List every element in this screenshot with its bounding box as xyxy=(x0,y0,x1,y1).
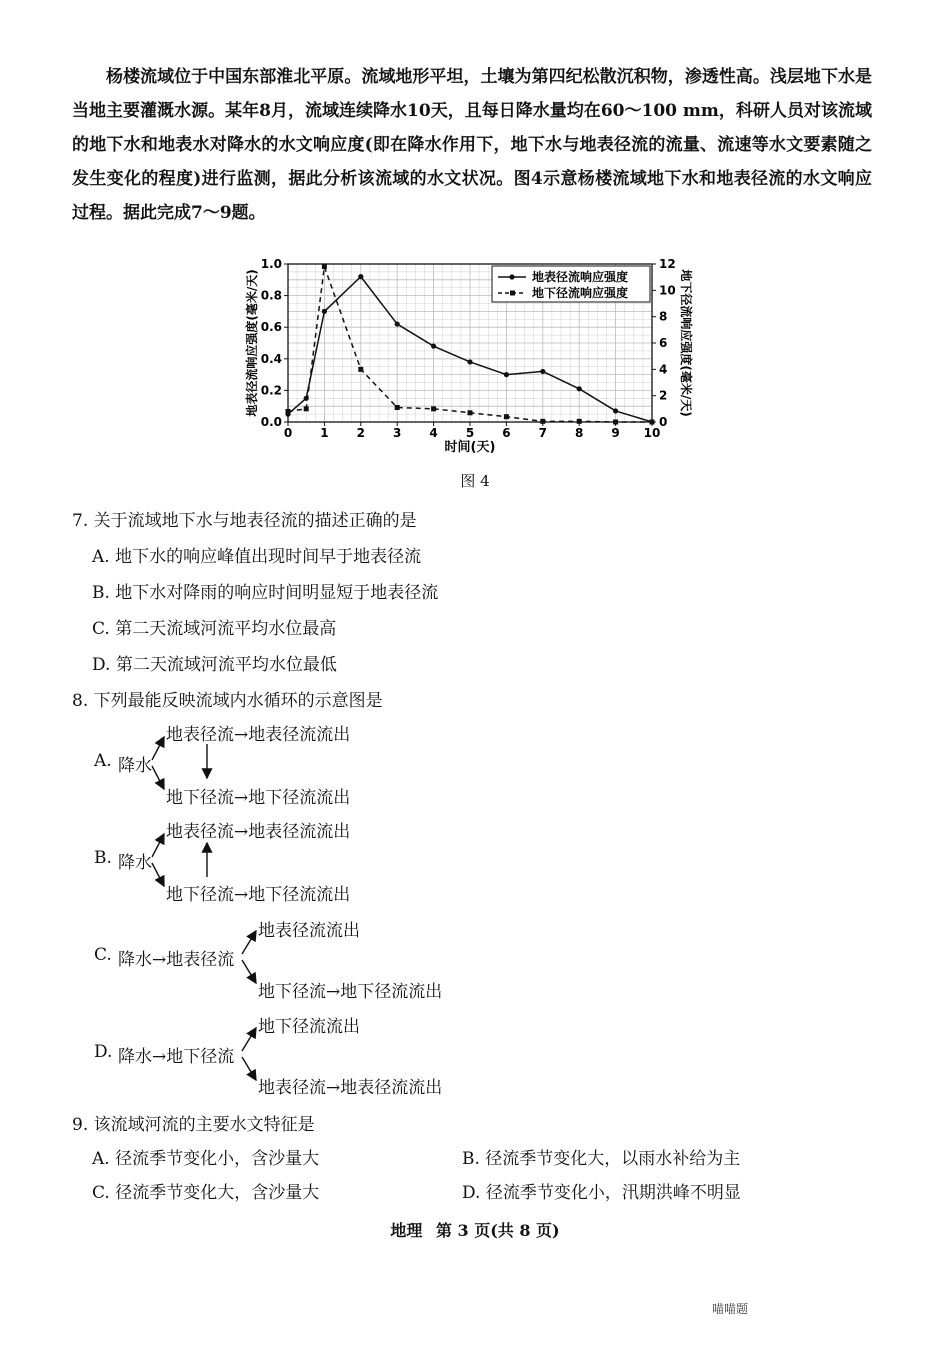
y-right-tick-label: 0 xyxy=(659,415,668,429)
y-left-tick-label: 1.0 xyxy=(260,257,282,271)
footer-subject: 地理 xyxy=(390,1221,423,1240)
q9-option-b: B. 径流季节变化大，以雨水补给为主 xyxy=(462,1149,741,1169)
q8-b-top-flow: 地表径流→地表径流流出 xyxy=(166,822,351,842)
surface-data-point xyxy=(540,369,545,374)
q8-a-source: 降水 xyxy=(118,756,152,776)
x-axis-label: 时间(天) xyxy=(444,440,496,455)
q8-a-bottom-flow: 地下径流→地下径流流出 xyxy=(166,788,351,808)
groundwater-data-point xyxy=(395,405,400,410)
legend-swatch-marker xyxy=(509,274,514,279)
x-tick-label: 0 xyxy=(283,426,293,440)
surface-data-point xyxy=(467,359,472,364)
q9-option-d: D. 径流季节变化小，汛期洪峰不明显 xyxy=(462,1183,741,1203)
x-tick-label: 10 xyxy=(643,426,661,440)
q9-stem: 9. 该流域河流的主要水文特征是 xyxy=(72,1115,315,1135)
corner-watermark-text: 喵喵题 xyxy=(712,1302,749,1316)
figure-4-chart xyxy=(230,250,700,465)
q8-d-branch-up xyxy=(242,1028,256,1051)
y-left-tick-label: 0.6 xyxy=(260,320,282,335)
x-tick-label: 2 xyxy=(356,426,365,440)
q7-option-c: C. 第二天流域河流平均水位最高 xyxy=(92,619,337,639)
footer-page-number: 第 3 页(共 8 页) xyxy=(435,1221,560,1240)
surface-data-point xyxy=(577,386,582,391)
q8-c-source: 降水→地表径流 xyxy=(118,950,235,970)
groundwater-data-point xyxy=(304,406,309,411)
q8-d-letter: D. xyxy=(94,1042,113,1062)
q8-c-branch-down xyxy=(242,960,256,983)
x-tick-label: 7 xyxy=(538,426,547,440)
groundwater-data-point xyxy=(540,419,545,424)
q8-d-top-flow: 地下径流流出 xyxy=(258,1017,360,1037)
q8-b-branch-up xyxy=(152,834,164,857)
surface-data-point xyxy=(322,309,327,314)
q8-d-source: 降水→地下径流 xyxy=(118,1047,235,1067)
q8-c-top-flow: 地表径流流出 xyxy=(258,921,360,941)
q8-a-branch-up xyxy=(152,737,164,760)
x-tick-label: 8 xyxy=(575,426,584,440)
y-left-axis-label: 地表径流响应强度(毫米/天) xyxy=(245,269,259,417)
x-tick-label: 9 xyxy=(611,426,620,440)
y-right-tick-label: 4 xyxy=(659,362,668,377)
y-right-tick-label: 6 xyxy=(659,336,668,350)
groundwater-data-point xyxy=(504,414,509,419)
y-right-tick-label: 10 xyxy=(659,283,676,298)
surface-data-point xyxy=(613,408,618,413)
q7-option-d: D. 第二天流域河流平均水位最低 xyxy=(92,655,337,675)
q7-stem: 7. 关于流域地下水与地表径流的描述正确的是 xyxy=(72,511,417,531)
x-tick-label: 4 xyxy=(429,426,438,440)
x-tick-label: 5 xyxy=(465,426,475,440)
q8-c-branch-up xyxy=(242,931,256,954)
y-right-axis-label: 地下径流响应强度(毫米/天) xyxy=(679,269,693,417)
y-left-tick-label: 0.8 xyxy=(260,288,282,303)
q8-a-branch-down xyxy=(152,766,164,789)
groundwater-data-point xyxy=(431,406,436,411)
groundwater-data-point xyxy=(468,410,473,415)
groundwater-data-point xyxy=(322,264,327,269)
x-tick-label: 6 xyxy=(502,426,511,440)
y-left-tick-label: 0.0 xyxy=(260,415,282,429)
q9-option-c: C. 径流季节变化大，含沙量大 xyxy=(92,1183,320,1203)
q8-d-bottom-flow: 地表径流→地表径流流出 xyxy=(258,1078,443,1098)
q7-option-b: B. 地下水对降雨的响应时间明显短于地表径流 xyxy=(92,583,439,603)
surface-data-point xyxy=(358,274,363,279)
y-right-tick-label: 12 xyxy=(659,257,676,271)
q8-c-letter: C. xyxy=(94,945,112,965)
groundwater-data-point xyxy=(358,367,363,372)
x-tick-label: 1 xyxy=(320,426,329,440)
surface-data-point xyxy=(504,372,509,377)
y-left-tick-label: 0.4 xyxy=(260,351,282,366)
x-tick-label: 3 xyxy=(393,426,402,440)
intro-paragraph: 杨楼流域位于中国东部淮北平原。流域地形平坦，土壤为第四纪松散沉积物，渗透性高。浅层地下水是当地主要灌溉水源。某年8月，流域连续降水10天，且每日降水量均在60～100 mm，科研人员对该流域的地下水和地表水对降水的水文响应度(即在降水作用下，地下水与地表径流的流量、流速等水文要素随之发生变化的程度)进行监测，据此分析该流域的水文状况。图4示意杨楼流域地下水和地表径流的水文响应过程。据此完成7～9题。 xyxy=(72,67,872,223)
q8-b-branch-down xyxy=(152,863,164,886)
q9-option-a: A. 径流季节变化小，含沙量大 xyxy=(92,1149,320,1169)
legend-entry-label: 地表径流响应强度 xyxy=(532,270,629,284)
surface-data-point xyxy=(395,321,400,326)
y-right-tick-label: 2 xyxy=(659,388,668,403)
q7-option-a: A. 地下水的响应峰值出现时间早于地表径流 xyxy=(92,547,422,567)
q8-a-letter: A. xyxy=(94,751,112,771)
q8-c-bottom-flow: 地下径流→地下径流流出 xyxy=(258,982,443,1002)
q8-d-branch-down xyxy=(242,1057,256,1080)
groundwater-data-point xyxy=(286,409,291,414)
q8-b-bottom-flow: 地下径流→地下径流流出 xyxy=(166,885,351,905)
q8-b-source: 降水 xyxy=(118,853,152,873)
q8-stem: 8. 下列最能反映流域内水循环的示意图是 xyxy=(72,691,383,711)
groundwater-data-point xyxy=(613,420,618,425)
surface-data-point xyxy=(431,344,436,349)
groundwater-data-point xyxy=(650,420,655,425)
legend-swatch-marker xyxy=(510,291,515,296)
page-footer xyxy=(0,1218,950,1241)
q8-a-top-flow: 地表径流→地表径流流出 xyxy=(166,725,351,745)
y-left-tick-label: 0.2 xyxy=(260,383,282,398)
figure-caption: 图 4 xyxy=(460,472,490,490)
q8-b-letter: B. xyxy=(94,848,112,868)
groundwater-data-point xyxy=(577,419,582,424)
legend-entry-label: 地下径流响应强度 xyxy=(532,286,629,300)
y-right-tick-label: 8 xyxy=(659,309,668,324)
